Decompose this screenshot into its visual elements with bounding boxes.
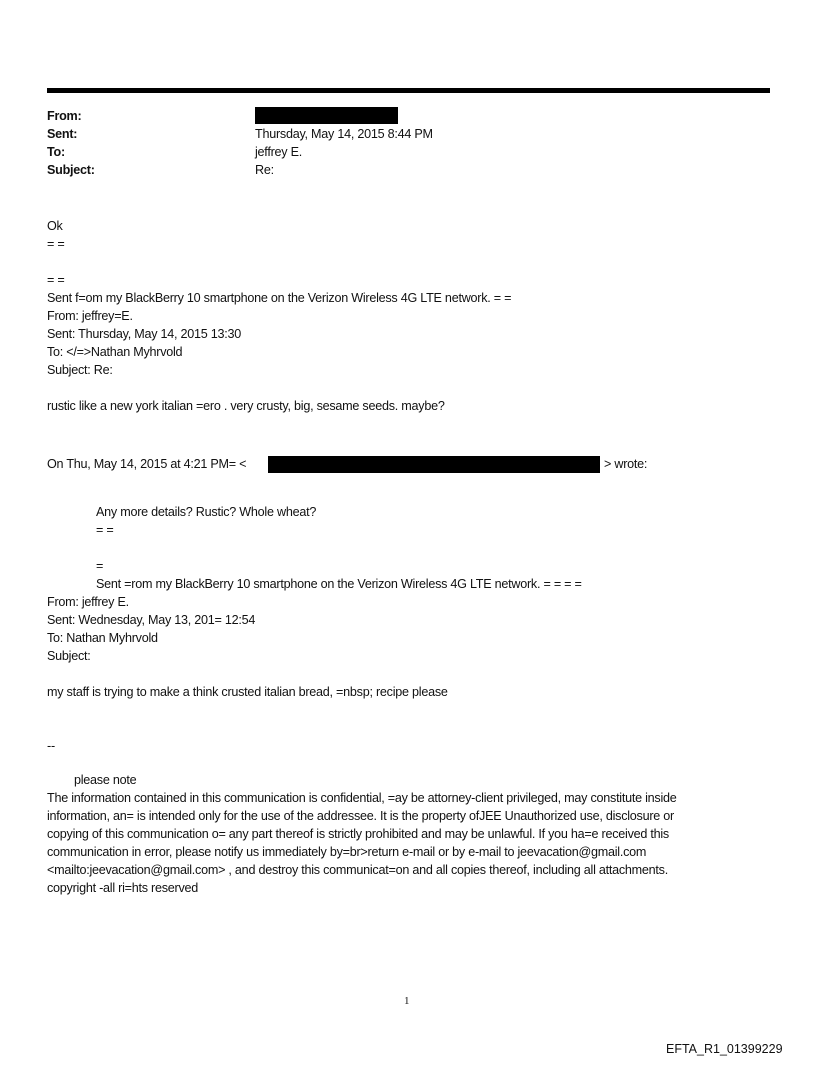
body-line: Sent: Thursday, May 14, 2015 13:30 bbox=[47, 327, 242, 341]
bates-number: EFTA_R1_01399229 bbox=[666, 1042, 783, 1056]
sent-label: Sent: bbox=[47, 127, 78, 141]
quoted-line: Any more details? Rustic? Whole wheat? bbox=[96, 505, 317, 519]
disclaimer-line: The information contained in this communication is confidential, =ay be attorney-client privileged, may constitute inside bbox=[47, 791, 677, 805]
body-line: Subject: Re: bbox=[47, 363, 113, 377]
disclaimer-line: <mailto:jeevacation@gmail.com> , and destroy this communicat=on and all copies thereof, including all attachments. bbox=[47, 863, 668, 877]
signature-separator: -- bbox=[47, 739, 55, 753]
on-wrote-suffix: > wrote: bbox=[604, 457, 648, 471]
please-note: please note bbox=[74, 773, 137, 787]
page-number: 1 bbox=[404, 995, 410, 1007]
body-line: To: </=>Nathan Myhrvold bbox=[47, 345, 183, 359]
body-line: From: jeffrey=E. bbox=[47, 309, 133, 323]
body-line: Sent f=om my BlackBerry 10 smartphone on the Verizon Wireless 4G LTE network. = = bbox=[47, 291, 512, 305]
body-line: Sent: Wednesday, May 13, 201= 12:54 bbox=[47, 613, 256, 627]
subject-label: Subject: bbox=[47, 163, 95, 177]
body-line: From: jeffrey E. bbox=[47, 595, 129, 609]
redaction-email bbox=[268, 456, 600, 473]
body-line: = = bbox=[47, 237, 65, 251]
quoted-line: Sent =rom my BlackBerry 10 smartphone on the Verizon Wireless 4G LTE network. = = = = bbox=[96, 577, 582, 591]
subject-value: Re: bbox=[255, 163, 274, 177]
from-label: From: bbox=[47, 109, 82, 123]
redaction-from bbox=[255, 107, 398, 124]
body-line: Ok bbox=[47, 219, 63, 233]
disclaimer-line: copyright -all ri=hts reserved bbox=[47, 881, 199, 895]
body-line: my staff is trying to make a think crusted italian bread, =nbsp; recipe please bbox=[47, 685, 448, 699]
disclaimer-line: information, an= is intended only for the use of the addressee. It is the property ofJEE Unauthorized use, disclosure or bbox=[47, 809, 674, 823]
body-line: = = bbox=[47, 273, 65, 287]
on-wrote-prefix: On Thu, May 14, 2015 at 4:21 PM= < bbox=[47, 457, 247, 471]
body-line: To: Nathan Myhrvold bbox=[47, 631, 158, 645]
to-value: jeffrey E. bbox=[255, 145, 302, 159]
quoted-line: = bbox=[96, 559, 104, 573]
disclaimer-line: communication in error, please notify us immediately by=br>return e-mail or by e-mail to jeevacation@gmail.com bbox=[47, 845, 647, 859]
body-line: Subject: bbox=[47, 649, 91, 663]
quoted-line: = = bbox=[96, 523, 114, 537]
sent-value: Thursday, May 14, 2015 8:44 PM bbox=[255, 127, 433, 141]
disclaimer-line: copying of this communication o= any part thereof is strictly prohibited and may be unlawful. If you ha=e received this bbox=[47, 827, 669, 841]
header-rule bbox=[47, 88, 770, 93]
to-label: To: bbox=[47, 145, 65, 159]
body-line: rustic like a new york italian =ero . very crusty, big, sesame seeds. maybe? bbox=[47, 399, 445, 413]
